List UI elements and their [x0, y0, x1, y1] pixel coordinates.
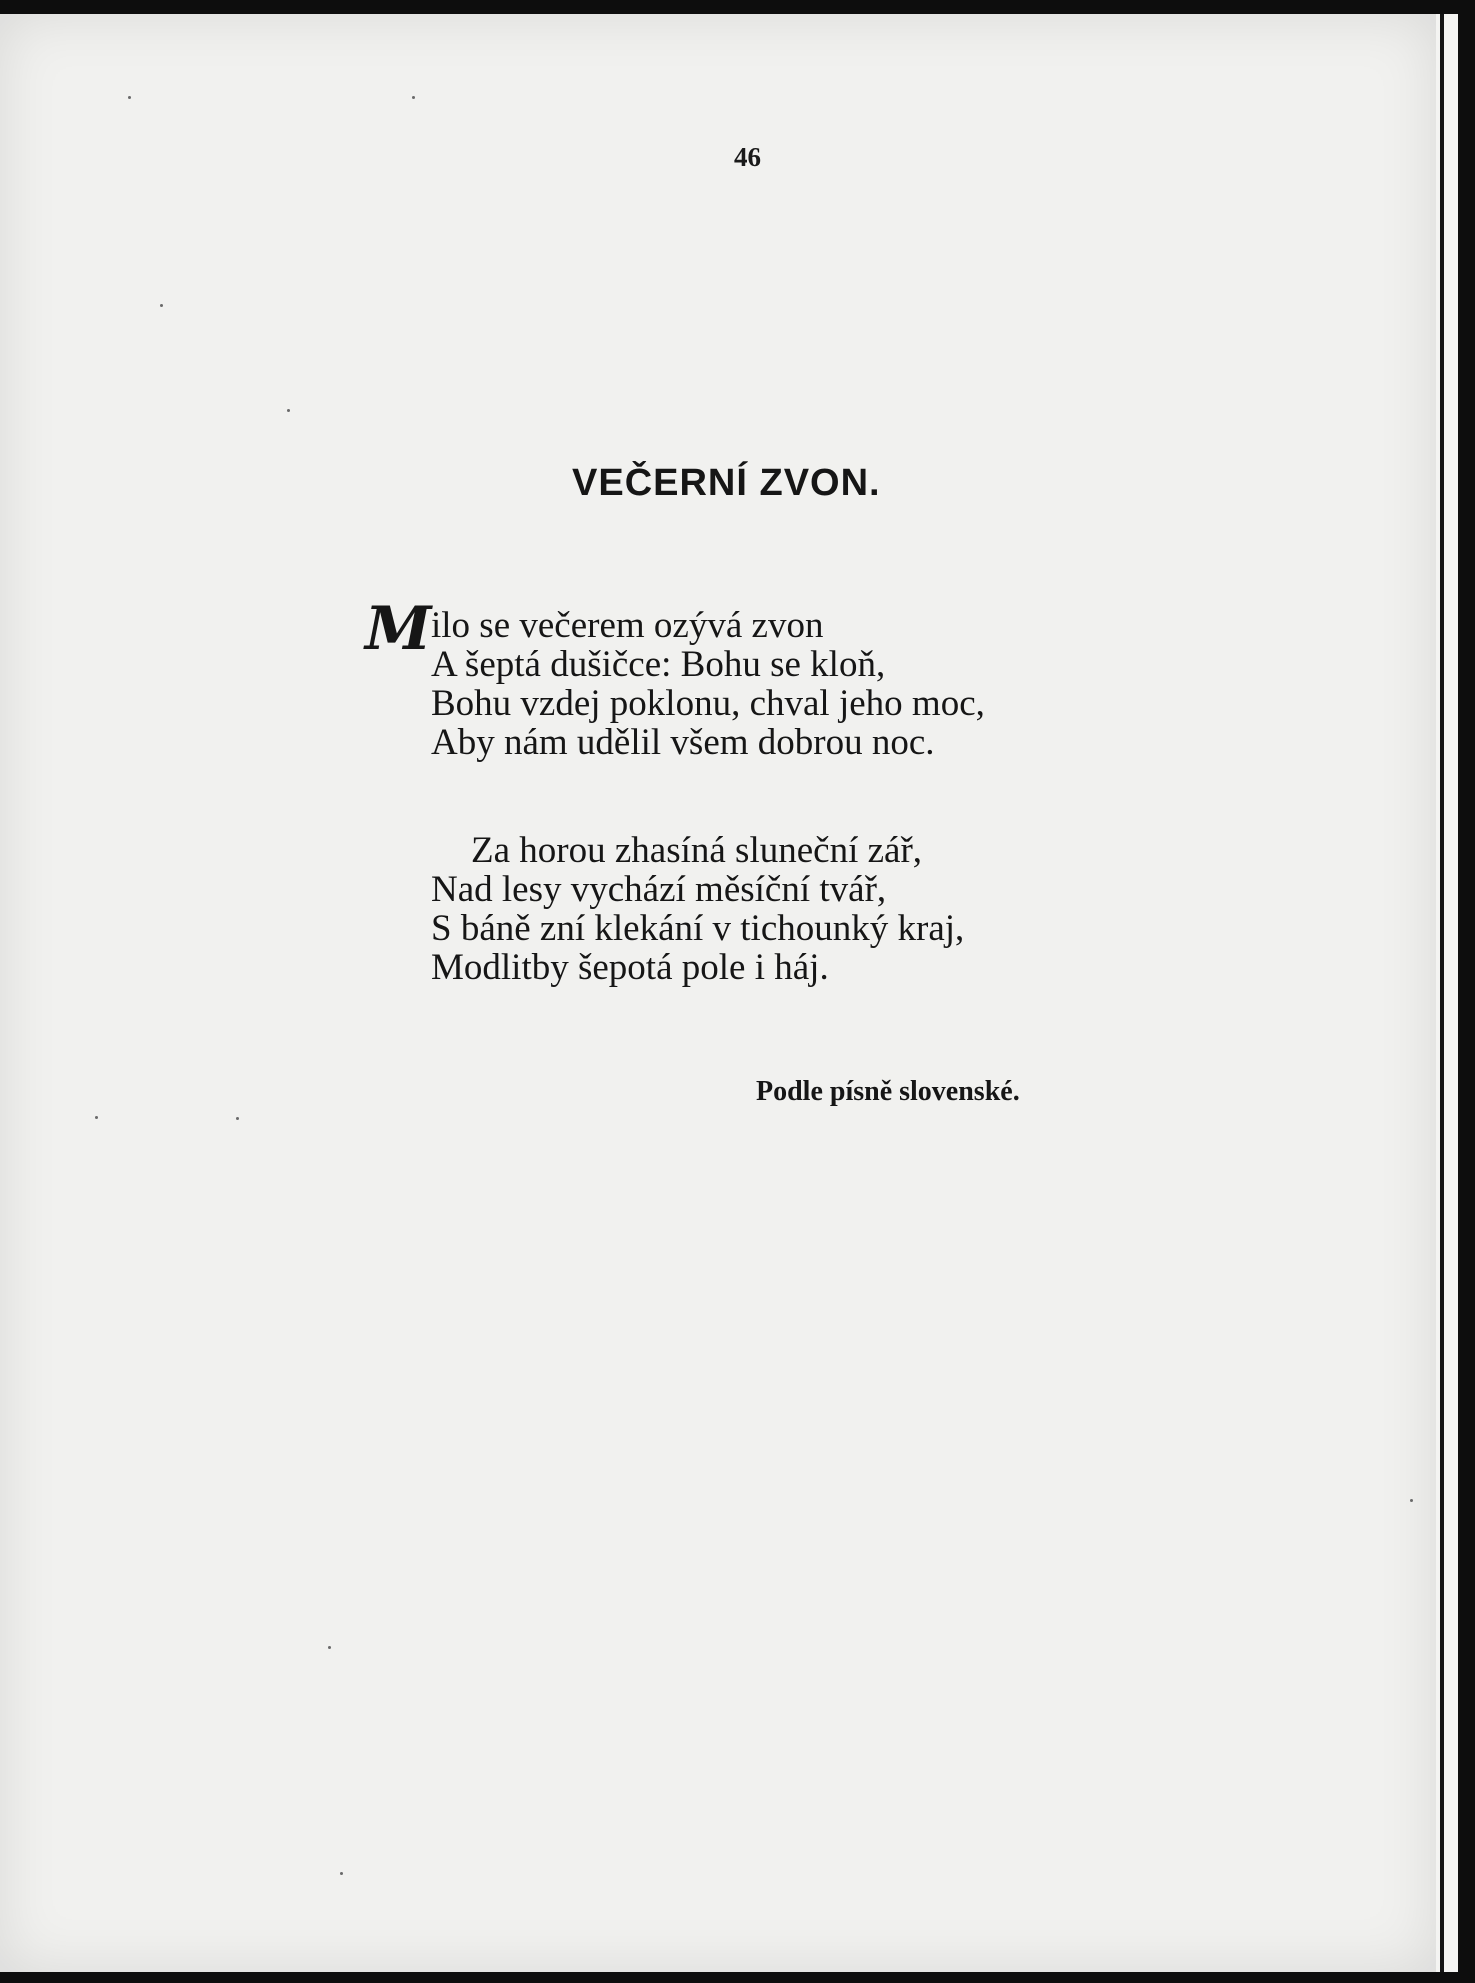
- stanza-1: [365, 594, 985, 763]
- paper-speck: [340, 1872, 343, 1875]
- paper-speck: [236, 1117, 239, 1120]
- drop-cap: M: [365, 594, 432, 664]
- verse-line: A šeptá dušičce: Bohu se kloň,: [431, 644, 886, 685]
- paper-speck: [328, 1646, 331, 1649]
- verse-line: ilo se večerem ozývá zvon: [431, 605, 824, 646]
- verse-line: Modlitby šepotá pole i háj.: [431, 947, 829, 988]
- verse-line: S báně zní klekání v tichounký kraj,: [431, 908, 965, 949]
- binding-shadow: [1440, 14, 1444, 1972]
- book-page: [0, 14, 1436, 1972]
- verse-line: Za horou zhasíná sluneční zář,: [471, 830, 923, 871]
- verse-line: Nad lesy vychází měsíční tvář,: [431, 869, 887, 910]
- attribution: Podle písně slovenské.: [756, 1076, 1020, 1107]
- verse-line: Bohu vzdej poklonu, chval jeho moc,: [431, 683, 985, 724]
- paper-speck: [1410, 1499, 1413, 1502]
- paper-speck: [412, 96, 415, 99]
- page-number: 46: [734, 142, 761, 172]
- verse-line: Aby nám udělil všem dobrou noc.: [431, 722, 935, 763]
- paper-speck: [160, 304, 163, 307]
- paper-speck: [287, 409, 290, 412]
- stanza-2: [431, 831, 964, 987]
- poem-title: VEČERNÍ ZVON.: [572, 462, 881, 504]
- paper-speck: [128, 96, 131, 99]
- paper-speck: [95, 1116, 98, 1119]
